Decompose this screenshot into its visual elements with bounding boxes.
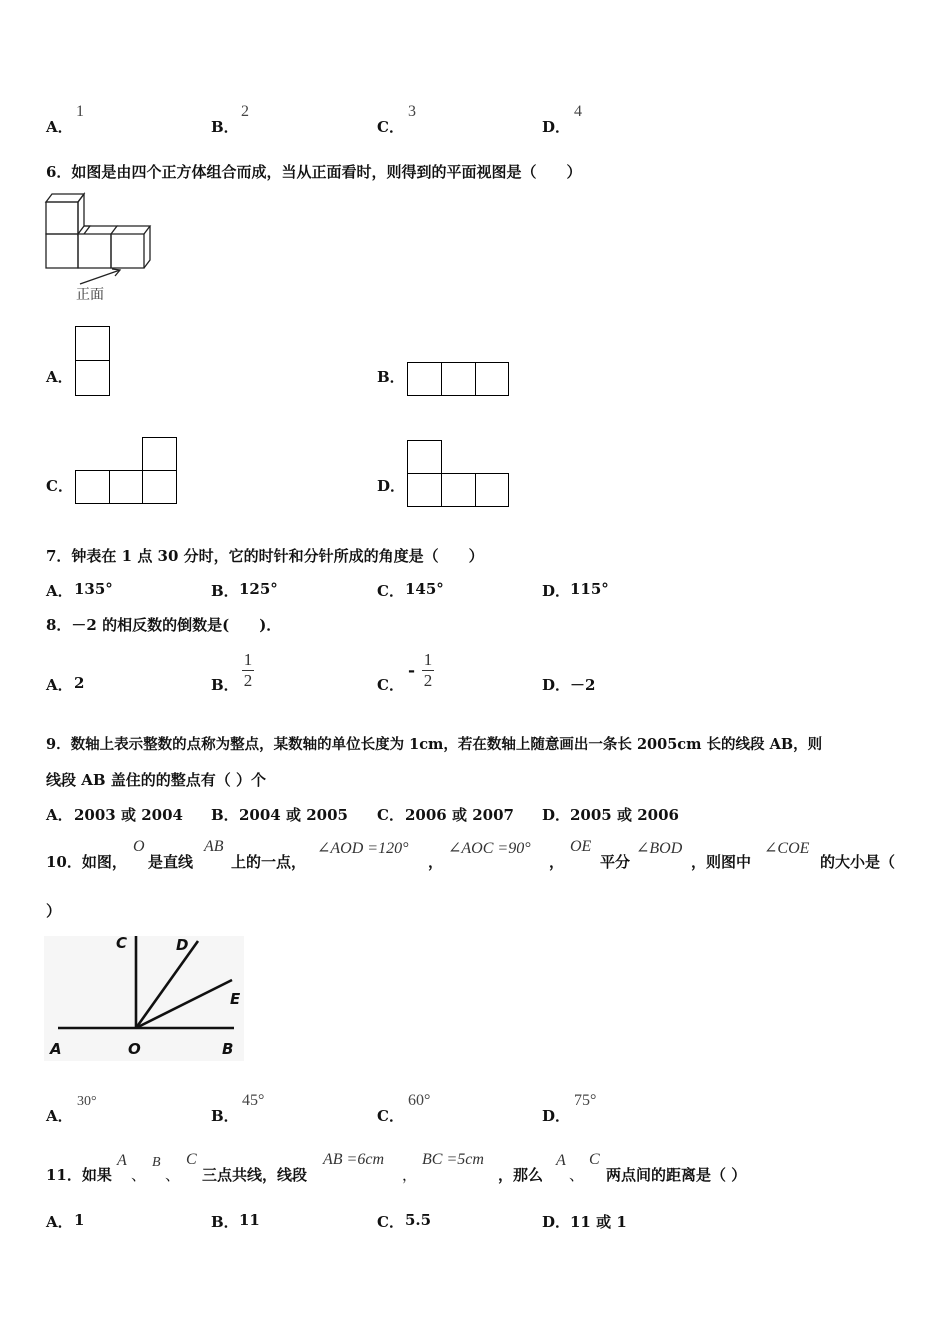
- q8-option-d-value: －2: [570, 676, 596, 694]
- q10-label-c: C: [116, 934, 128, 952]
- q6-d-square-1: [407, 473, 442, 507]
- q7-option-a-value: 135°: [74, 580, 113, 598]
- q5-option-a-label: A．: [46, 118, 73, 136]
- q8-c-numerator: 1: [423, 650, 433, 669]
- q10-math-coe: ∠COE: [764, 840, 810, 857]
- q10-option-a-value: 30°: [77, 1094, 97, 1109]
- q10-label-o: O: [128, 1040, 141, 1058]
- q6-figure-caption: 正面: [76, 287, 104, 303]
- q10-math-ab: AB: [204, 838, 224, 855]
- q10-option-a-label: A．: [46, 1107, 73, 1125]
- q10-math-aoc: ∠AOC =90°: [448, 840, 531, 857]
- q6-option-d-label: D．: [377, 477, 406, 495]
- q10-label-e: E: [230, 990, 241, 1008]
- q7-option-c-value: 145°: [405, 580, 444, 598]
- q6-top-cube-front: [46, 202, 78, 234]
- q7-option-c-label: C．: [377, 582, 404, 600]
- q10-text-8: 的大小是（: [820, 853, 896, 871]
- q9-option-c-value: 2006 或 2007: [405, 806, 514, 824]
- q10-text-4: ，: [428, 853, 444, 871]
- q6-bottom-cube-3: [111, 234, 144, 268]
- q7-option-d-value: 115°: [570, 580, 609, 598]
- q8-option-a-label: A．: [46, 676, 73, 694]
- q9-stem-line2: 线段 AB 盖住的的整点有（ ）个: [46, 771, 266, 789]
- q6-option-b-label: B．: [377, 368, 405, 386]
- q9-option-b-value: 2004 或 2005: [239, 806, 348, 824]
- q10-option-d-label: D．: [542, 1107, 571, 1125]
- q6-cube-figure: [40, 188, 170, 306]
- q10-math-bod: ∠BOD: [636, 840, 683, 857]
- q5-option-b-value: 2: [241, 103, 249, 120]
- q10-text-3: 上的一点，: [231, 853, 307, 871]
- q6-cube-2-top-left: [84, 226, 90, 234]
- q8-option-c-fraction: [422, 650, 434, 691]
- q11-option-d-label: D．: [542, 1213, 571, 1231]
- q6-stem: 6．如图是由四个正方体组合而成，当从正面看时，则得到的平面视图是（ ）: [46, 163, 582, 181]
- q10-option-b-label: B．: [211, 1107, 239, 1125]
- q11-option-c-label: C．: [377, 1213, 404, 1231]
- q6-b-square-1: [407, 362, 442, 396]
- q6-c-square-top: [142, 437, 177, 471]
- q9-option-a-value: 2003 或 2004: [74, 806, 183, 824]
- q10-option-b-value: 45°: [242, 1092, 265, 1109]
- q11-option-b-value: 11: [239, 1211, 260, 1229]
- q10-label-d: D: [176, 936, 189, 954]
- q9-option-b-label: B．: [211, 806, 239, 824]
- q6-d-square-top: [407, 440, 442, 474]
- q11-math-a: A: [117, 1152, 127, 1169]
- q10-text-1: 10．如图，: [46, 853, 127, 871]
- q8-option-d-label: D．: [542, 676, 571, 694]
- q6-c-square-2: [109, 470, 143, 504]
- q7-option-d-label: D．: [542, 582, 571, 600]
- q10-stem-line2: ）: [46, 902, 62, 920]
- q11-sep-3: ，: [402, 1166, 418, 1184]
- q8-option-c-label: C．: [377, 676, 404, 694]
- q11-math-c: C: [186, 1151, 197, 1168]
- q9-option-d-value: 2005 或 2006: [570, 806, 679, 824]
- q10-option-c-value: 60°: [408, 1092, 431, 1109]
- q10-text-6: 平分: [600, 853, 631, 871]
- q7-option-b-value: 125°: [239, 580, 278, 598]
- q8-c-denominator: 2: [423, 671, 433, 690]
- q11-math-ab: AB =6cm: [323, 1151, 384, 1168]
- q6-c-square-1: [75, 470, 110, 504]
- q10-math-o: O: [133, 838, 145, 855]
- q8-option-b-label: B．: [211, 676, 239, 694]
- q10-text-2: 是直线: [148, 853, 194, 871]
- q6-d-square-2: [441, 473, 476, 507]
- q11-math-bc: BC =5cm: [422, 1151, 484, 1168]
- q11-option-d-value: 11 或 1: [570, 1213, 627, 1231]
- q11-option-a-value: 1: [74, 1211, 85, 1229]
- q11-sep-4: 、: [569, 1166, 585, 1184]
- q10-angle-figure: [44, 928, 249, 1063]
- q11-text-4: 两点间的距离是（ ）: [606, 1166, 747, 1184]
- q10-math-oe: OE: [570, 838, 592, 855]
- q7-stem: 7．钟表在 1 点 30 分时，它的时针和分针所成的角度是（ ）: [46, 547, 484, 565]
- q6-option-a-label: A．: [46, 368, 73, 386]
- q11-math-c2: C: [589, 1151, 600, 1168]
- q8-option-b-fraction: [242, 650, 254, 691]
- q8-b-numerator: 1: [243, 650, 253, 669]
- q5-option-c-label: C．: [377, 118, 404, 136]
- q10-option-c-label: C．: [377, 1107, 404, 1125]
- q6-b-square-2: [441, 362, 476, 396]
- q9-option-d-label: D．: [542, 806, 571, 824]
- q9-option-c-label: C．: [377, 806, 404, 824]
- q11-option-c-value: 5.5: [405, 1211, 432, 1229]
- q11-text-1: 11．如果: [46, 1166, 112, 1184]
- q5-option-d-value: 4: [574, 103, 582, 120]
- q10-math-aod: ∠AOD =120°: [317, 840, 409, 857]
- q11-sep-1: 、: [131, 1166, 147, 1184]
- q6-front-arrow: [80, 270, 120, 284]
- q11-sep-2: 、: [165, 1166, 181, 1184]
- q5-option-c-value: 3: [408, 103, 416, 120]
- q6-option-c-label: C．: [46, 477, 73, 495]
- q9-option-a-label: A．: [46, 806, 73, 824]
- q6-d-square-3: [475, 473, 509, 507]
- q5-option-b-label: B．: [211, 118, 239, 136]
- q11-math-a2: A: [556, 1152, 566, 1169]
- q8-option-a-value: 2: [74, 674, 85, 692]
- q11-option-a-label: A．: [46, 1213, 73, 1231]
- q10-figure-background: [44, 936, 244, 1061]
- q5-option-d-label: D．: [542, 118, 571, 136]
- q8-c-sign: -: [408, 661, 416, 681]
- q6-b-square-3: [475, 362, 509, 396]
- q10-text-7: ，则图中: [691, 853, 752, 871]
- q8-b-denominator: 2: [243, 671, 253, 690]
- q6-bottom-cube-1: [46, 234, 78, 268]
- q8-stem: 8．－2 的相反数的倒数是( )．: [46, 616, 282, 634]
- q11-text-3: ，那么: [498, 1166, 544, 1184]
- q11-text-2: 三点共线，线段: [202, 1166, 308, 1184]
- q7-option-a-label: A．: [46, 582, 73, 600]
- q6-top-cube-side: [78, 194, 84, 234]
- q6-c-square-3: [142, 470, 177, 504]
- q10-label-b: B: [222, 1040, 234, 1058]
- q11-math-b: B: [152, 1155, 161, 1170]
- q6-a-square-top: [75, 326, 110, 361]
- q5-option-a-value: 1: [76, 103, 84, 120]
- q6-cube-3-top: [117, 226, 150, 234]
- q6-a-square-bottom: [75, 360, 110, 396]
- q6-bottom-cube-2: [78, 234, 111, 268]
- q9-stem-line1: 9．数轴上表示整数的点称为整点，某数轴的单位长度为 1cm，若在数轴上随意画出一条长 2005cm 长的线段 AB，则: [46, 736, 823, 753]
- q7-option-b-label: B．: [211, 582, 239, 600]
- q10-text-5: ，: [549, 853, 565, 871]
- q10-label-a: A: [50, 1040, 62, 1058]
- q10-option-d-value: 75°: [574, 1092, 597, 1109]
- q11-option-b-label: B．: [211, 1213, 239, 1231]
